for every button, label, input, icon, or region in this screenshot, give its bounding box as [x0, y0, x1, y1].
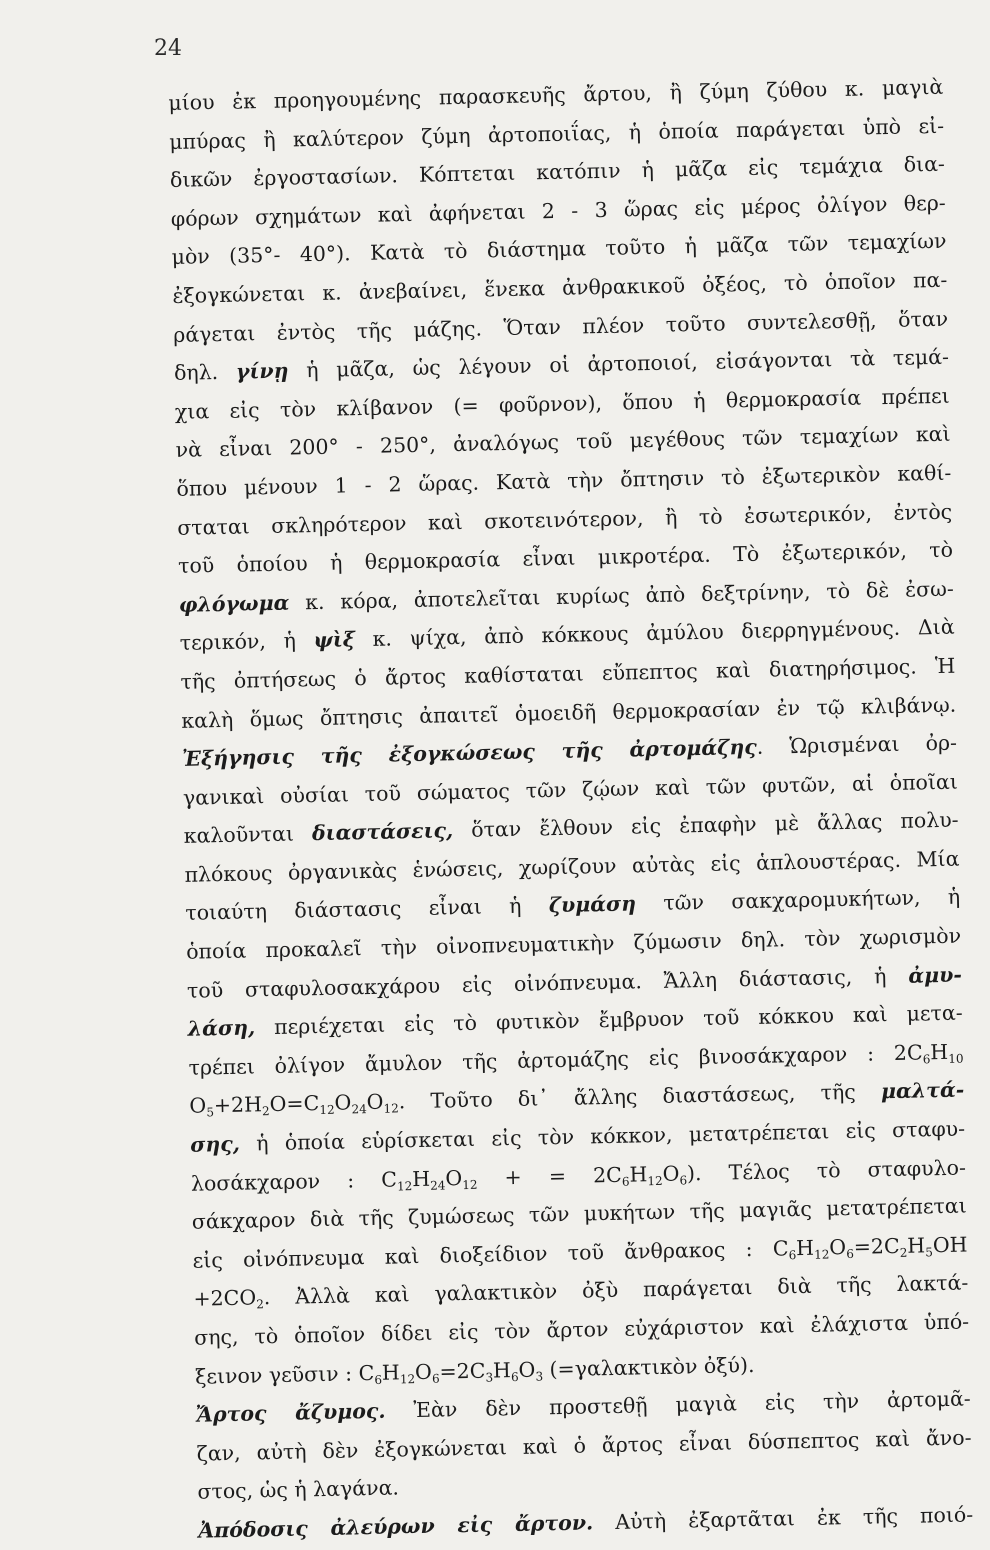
- text-run: κ. ψίχα, ἀπὸ κόκκους ἀμύλου διερρηγμένους. Διὰ: [354, 614, 955, 652]
- text-run: Ἐὰν δὲν προστεθῇ μαγιὰ εἰς τὴν ἀρτομᾶ-: [385, 1386, 971, 1423]
- formula-subscript: 12: [319, 1103, 335, 1118]
- text-run: ἡ μᾶζα, ὡς λέγουν οἱ ἀρτοποιοί, εἰσάγονται τὰ τεμά-: [288, 344, 950, 383]
- text-run: (=γαλακτικὸν ὀξύ).: [542, 1352, 755, 1382]
- text-run: τοῦ σταφυλοσακχάρου εἰς οἰνόπνευμα. Ἄλλη διάστασις, ἡ: [186, 963, 909, 1003]
- formula-subscript: 12: [647, 1173, 663, 1188]
- text-run: τοιαύτη διάστασις εἶναι ἡ: [185, 893, 550, 926]
- text-run: H: [381, 1360, 400, 1385]
- body-text: [168, 68, 974, 1550]
- text-run: ὁποία προκαλεῖ τὴν οἰνοπνευματικὴν ζύμωσιν δηλ. τὸν χωρισμὸν: [185, 923, 962, 964]
- text-run: ζαν, αὐτὴ δὲν ἐξογκώνεται καὶ ὁ ἄρτος εἶναι δύσπεπτος καὶ ἄνο-: [196, 1425, 972, 1466]
- formula-subscript: 12: [396, 1178, 413, 1194]
- text-run: O=C: [269, 1091, 320, 1117]
- formula-subscript: 6: [374, 1372, 383, 1387]
- formula-subscript: 3: [535, 1369, 544, 1384]
- text-run: O: [334, 1090, 352, 1116]
- emphasized-term: γίνῃ: [235, 358, 289, 384]
- text-run: φόρων σχημάτων καὶ ἀφήνεται 2 - 3 ὥρας εἰς μέρος ὀλίγον θερ-: [170, 190, 946, 231]
- emphasized-term: ζυμάση: [548, 891, 637, 918]
- formula-subscript: 6: [679, 1172, 688, 1188]
- page-number: 24: [154, 36, 182, 61]
- text-run: ὅταν ἔλθουν εἰς ἐπαφὴν μὲ ἄλλας πολυ-: [452, 807, 959, 843]
- emphasized-term: σης,: [189, 1131, 241, 1157]
- text-run: H: [411, 1166, 431, 1191]
- text-run: στος, ὡς ἡ λαγάνα.: [197, 1475, 400, 1505]
- emphasized-term: Ἄρτος ἄζυμος.: [195, 1398, 386, 1427]
- emphasized-term: διαστάσεις,: [311, 818, 454, 846]
- text-run: +2CO: [193, 1285, 257, 1312]
- text-run: ἐξογκώνεται κ. ἀνεβαίνει, ἕνεκα ἀνθρακικοῦ ὀξέος, τὸ ὁποῖον πα-: [172, 267, 948, 308]
- text-run: μπύρας ἢ καλύτερον ζύμη ἀρτοποιΐας, ἡ ὁποία παράγεται ὑπὸ εἰ-: [168, 113, 945, 154]
- formula-subscript: 12: [399, 1371, 416, 1387]
- text-run: O: [445, 1165, 463, 1191]
- text-run: H: [930, 1039, 949, 1065]
- text-run: Αὐτὴ ἐξαρτᾶται ἐκ τῆς ποιό-: [592, 1502, 974, 1535]
- formula-subscript: 2: [256, 1297, 265, 1312]
- formula-subscript: 2: [261, 1104, 270, 1119]
- text-run: δηλ.: [173, 359, 237, 386]
- emphasized-term: ψὶξ: [313, 627, 356, 653]
- text-run: τοῦ ὁποίου ἡ θερμοκρασία εἶναι μικροτέρα. Τὸ ἐξωτερικόν, τὸ: [177, 537, 954, 579]
- text-run: H: [492, 1357, 512, 1383]
- text-run: τῆς ὀπτήσεως ὁ ἄρτος καθίσταται εὔπεπτος καὶ διατηρήσιμος. Ἡ: [180, 653, 956, 694]
- formula-subscript: 5: [206, 1105, 215, 1120]
- text-run: τρέπει ὀλίγον ἄμυλον τῆς ἀρτομάζης εἰς βινοσάκχαρον : 2C: [188, 1040, 923, 1080]
- text-run: γανικαὶ οὐσίαι τοῦ σώματος τῶν ζῴων καὶ τῶν φυτῶν, αἱ ὁποῖαι: [182, 769, 959, 810]
- emphasized-term: ἀμυ-: [908, 962, 963, 988]
- text-run: H: [795, 1235, 815, 1260]
- text-run: πλόκους ὀργανικὰς ἑνώσεις, χωρίζουν αὐτὰς εἰς ἁπλουστέρας. Μία: [184, 846, 960, 887]
- text-run: O: [366, 1090, 384, 1115]
- text-run: O: [662, 1161, 680, 1186]
- text-run: νὰ εἶναι 200° - 250°, ἀναλόγως τοῦ μεγέθους τῶν τεμαχίων καὶ: [175, 422, 951, 463]
- emphasized-term: λάση,: [187, 1015, 256, 1042]
- formula-subscript: 2: [899, 1245, 908, 1260]
- text-run: + = 2C: [477, 1162, 623, 1190]
- text-run: =2C: [853, 1233, 900, 1259]
- emphasized-term: Ἀπόδοσις ἀλεύρων εἰς ἄρτον.: [198, 1510, 594, 1543]
- formula-subscript: 3: [485, 1370, 494, 1385]
- formula-subscript: 6: [510, 1369, 519, 1384]
- text-run: σάκχαρον διὰ τῆς ζυμώσεως τῶν μυκήτων τῆς μαγιᾶς μετατρέπεται: [191, 1193, 967, 1234]
- formula-subscript: 24: [351, 1102, 367, 1117]
- text-run: δικῶν ἐργοστασίων. Κόπτεται κατόπιν ἡ μᾶζα εἰς τεμάχια δια-: [169, 151, 946, 193]
- formula-subscript: 6: [846, 1246, 855, 1261]
- text-run: ἡ ὁποία εὑρίσκεται εἰς τὸν κόκκον, μετατρέπεται εἰς σταφυ-: [239, 1116, 966, 1156]
- text-run: O: [518, 1357, 536, 1382]
- text-run: . Ἀλλὰ καὶ γαλακτικὸν ὀξὺ παράγεται διὰ τῆς λακτά-: [263, 1270, 969, 1310]
- text-run: κ. κόρα, ἀποτελεῖται κυρίως ἀπὸ δεξτρίνην, τὸ δὲ ἐσω-: [289, 576, 954, 615]
- text-run: μὸν (35°- 40°). Κατὰ τὸ διάστημα τοῦτο ἡ μᾶζα τῶν τεμαχίων: [171, 229, 947, 270]
- text-run: καλὴ ὅμως ὄπτησις ἀπαιτεῖ ὁμοειδῆ θερμοκρασίαν ἐν τῷ κλιβάνῳ.: [181, 692, 957, 733]
- text-run: O: [829, 1234, 847, 1260]
- text-run: καλοῦνται: [183, 821, 313, 849]
- text-run: χια εἰς τὸν κλίβανον (= φοῦρνον), ὅπου ἡ θερμοκρασία πρέπει: [174, 383, 950, 424]
- text-run: =2C: [439, 1358, 486, 1384]
- text-run: +2H: [213, 1092, 263, 1118]
- emphasized-term: μαλτά-: [880, 1077, 965, 1104]
- formula-subscript: 6: [431, 1371, 440, 1386]
- formula-subscript: 6: [922, 1052, 931, 1067]
- formula-subscript: 6: [788, 1247, 797, 1263]
- formula-subscript: 5: [925, 1245, 934, 1260]
- emphasized-term: Ἐξήγησις τῆς ἐξογκώσεως τῆς ἀρτομάζης: [181, 734, 757, 771]
- formula-subscript: 24: [430, 1178, 446, 1193]
- text-run: H: [907, 1233, 926, 1258]
- text-run: σης, τὸ ὁποῖον δίδει εἰς τὸν ἄρτον εὐχάριστον καὶ ἐλάχιστα ὑπό-: [194, 1309, 970, 1350]
- formula-subscript: 6: [621, 1174, 630, 1189]
- text-run: H: [629, 1161, 648, 1187]
- emphasized-term: φλόγωμα: [178, 590, 290, 617]
- text-run: τερικόν, ἡ: [179, 628, 314, 656]
- text-run: μίου ἐκ προηγουμένης παρασκευῆς ἄρτου, ἢ ζύμη ζύθου κ. μαγιὰ: [168, 74, 944, 115]
- text-run: . Τοῦτο δι᾽ ἄλλης διαστάσεως, τῆς: [398, 1079, 882, 1114]
- text-run: σταται σκληρότερον καὶ σκοτεινότερον, ἢ τὸ ἐσωτερικόν, ἐντὸς: [177, 499, 953, 540]
- formula-subscript: 12: [383, 1101, 400, 1117]
- formula-subscript: 12: [462, 1177, 478, 1192]
- text-run: . Ὡρισμέναι ὀρ-: [756, 730, 958, 759]
- formula-subscript: 10: [948, 1051, 964, 1066]
- text-run: τῶν σακχαρομυκήτων, ἡ: [635, 885, 961, 916]
- text-run: ὅπου μένουν 1 - 2 ὥρας. Κατὰ τὴν ὄπτησιν τὸ ἐξωτερικὸν καθί-: [176, 460, 952, 501]
- formula-subscript: 12: [814, 1247, 830, 1262]
- text-run: O: [414, 1359, 433, 1384]
- text-run: ράγεται ἐντὸς τῆς μάζης. Ὅταν πλέον τοῦτο συντελεσθῇ, ὅταν: [172, 306, 949, 347]
- text-run: O: [189, 1093, 207, 1119]
- text-run: ). Τέλος τὸ σταφυλο-: [686, 1155, 967, 1185]
- text-run: εἰς οἰνόπνευμα καὶ διοξείδιον τοῦ ἄνθρακος : C: [192, 1236, 789, 1273]
- text-run: περιέχεται εἰς τὸ φυτικὸν ἔμβρυον τοῦ κόκκου καὶ μετα-: [254, 1000, 963, 1040]
- text-run: ξεινον γεῦσιν : C: [194, 1360, 375, 1389]
- text-run: OH: [932, 1232, 968, 1258]
- text-run: λοσάκχαρον : C: [190, 1167, 398, 1196]
